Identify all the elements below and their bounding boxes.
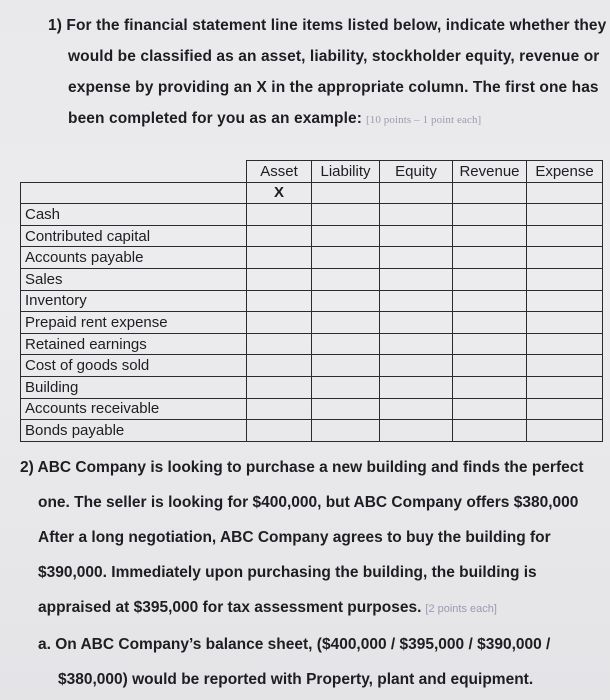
classification-cell[interactable] [312, 312, 380, 334]
classification-cell[interactable] [527, 376, 603, 398]
table-row [21, 204, 603, 226]
line-item-label: Sales [21, 268, 247, 290]
table-row [21, 312, 603, 334]
classification-cell[interactable] [312, 247, 380, 269]
classification-cell[interactable] [527, 182, 603, 204]
header-equity: Equity [380, 161, 453, 183]
points-note: [2 points each] [425, 603, 497, 615]
table-row [21, 376, 603, 398]
table-row [21, 398, 603, 420]
classification-cell[interactable] [247, 333, 312, 355]
classification-cell[interactable] [380, 290, 453, 312]
table-row [21, 355, 603, 377]
classification-cell[interactable] [312, 290, 380, 312]
table-header-row [21, 161, 603, 183]
question-2a-suffix: ) would be reported with Property, plant and equipment. [122, 671, 534, 688]
question-2 [20, 450, 610, 697]
line-item-label: Retained earnings [21, 333, 247, 355]
classification-cell[interactable] [247, 376, 312, 398]
classification-cell[interactable] [380, 398, 453, 420]
classification-cell[interactable] [380, 420, 453, 442]
classification-cell[interactable] [312, 225, 380, 247]
classification-cell[interactable] [380, 268, 453, 290]
question-2a-line [20, 627, 610, 662]
line-item-label [21, 182, 247, 204]
classification-table [20, 160, 603, 442]
classification-cell[interactable] [312, 376, 380, 398]
line-item-label: Contributed capital [21, 225, 247, 247]
classification-cell[interactable] [247, 290, 312, 312]
question-2-line: one. The seller is looking for $400,000, but ABC Company offers $380,000 [38, 494, 579, 511]
classification-cell[interactable] [453, 204, 527, 226]
question-1-line: expense by providing an X in the appropriate column. The first one has [68, 79, 599, 96]
table-row [21, 225, 603, 247]
classification-cell[interactable] [247, 268, 312, 290]
classification-cell[interactable] [312, 333, 380, 355]
classification-cell[interactable] [453, 182, 527, 204]
classification-cell[interactable] [312, 204, 380, 226]
classification-cell[interactable] [380, 182, 453, 204]
table-row [21, 333, 603, 355]
classification-cell[interactable] [453, 333, 527, 355]
classification-cell[interactable] [312, 420, 380, 442]
classification-cell[interactable] [453, 312, 527, 334]
header-liability: Liability [312, 161, 380, 183]
classification-cell[interactable] [380, 247, 453, 269]
classification-cell[interactable] [453, 398, 527, 420]
classification-cell[interactable] [247, 398, 312, 420]
classification-cell[interactable] [247, 225, 312, 247]
classification-cell[interactable] [312, 268, 380, 290]
classification-cell[interactable] [527, 312, 603, 334]
question-2-line-text: appraised at $395,000 for tax assessment purposes. [38, 599, 422, 616]
classification-cell[interactable] [527, 420, 603, 442]
classification-cell[interactable] [527, 355, 603, 377]
question-2a-options-cont: $380,000 [58, 671, 123, 688]
classification-cell[interactable] [380, 312, 453, 334]
classification-cell[interactable] [527, 333, 603, 355]
question-1-line: 1) For the financial statement line items listed below, indicate whether they [48, 17, 607, 34]
line-item-label: Building [21, 376, 247, 398]
question-2-line: 2) ABC Company is looking to purchase a new building and finds the perfect [20, 459, 584, 476]
classification-cell[interactable] [527, 290, 603, 312]
table-row [21, 290, 603, 312]
table-row [21, 268, 603, 290]
classification-cell[interactable] [527, 204, 603, 226]
classification-cell[interactable] [453, 225, 527, 247]
header-expense: Expense [527, 161, 603, 183]
line-item-label: Bonds payable [21, 420, 247, 442]
classification-cell[interactable] [247, 204, 312, 226]
header-blank [21, 161, 247, 183]
classification-cell[interactable] [380, 333, 453, 355]
classification-cell[interactable] [247, 355, 312, 377]
classification-cell[interactable] [453, 376, 527, 398]
table-row [21, 420, 603, 442]
question-2-line: $390,000. Immediately upon purchasing the building, the building is [38, 564, 537, 581]
question-1-line: would be classified as an asset, liability, stockholder equity, revenue or [68, 48, 600, 65]
classification-cell[interactable] [247, 420, 312, 442]
question-2a-line [20, 662, 610, 697]
question-2-line: After a long negotiation, ABC Company agrees to buy the building for [38, 529, 551, 546]
question-2a-prefix: a. On ABC Company’s balance sheet, ( [38, 636, 322, 653]
classification-cell[interactable] [312, 182, 380, 204]
line-item-label: Inventory [21, 290, 247, 312]
classification-cell[interactable] [247, 312, 312, 334]
classification-cell[interactable] [527, 398, 603, 420]
classification-cell[interactable] [527, 225, 603, 247]
header-asset: Asset [247, 161, 312, 183]
classification-cell[interactable] [527, 268, 603, 290]
header-revenue: Revenue [453, 161, 527, 183]
classification-cell[interactable] [453, 247, 527, 269]
classification-cell[interactable] [527, 247, 603, 269]
classification-cell[interactable] [247, 247, 312, 269]
classification-cell[interactable] [380, 376, 453, 398]
line-item-label: Accounts payable [21, 247, 247, 269]
classification-cell[interactable] [453, 268, 527, 290]
line-item-label: Prepaid rent expense [21, 312, 247, 334]
question-1-line [48, 103, 598, 136]
classification-cell[interactable] [312, 398, 380, 420]
classification-cell[interactable] [453, 290, 527, 312]
classification-cell[interactable] [312, 355, 380, 377]
classification-cell[interactable] [380, 225, 453, 247]
classification-cell[interactable]: X [247, 182, 312, 204]
line-item-label: Cash [21, 204, 247, 226]
table-row [21, 182, 603, 204]
classification-cell[interactable] [380, 355, 453, 377]
question-1 [48, 10, 607, 136]
classification-cell[interactable] [380, 204, 453, 226]
classification-cell[interactable] [453, 420, 527, 442]
question-2-line [20, 590, 610, 627]
table-row [21, 247, 603, 269]
classification-cell[interactable] [453, 355, 527, 377]
points-note: [10 points – 1 point each] [365, 114, 482, 126]
line-item-label: Accounts receivable [21, 398, 247, 420]
question-2a-options: $400,000 / $395,000 / $390,000 / [321, 636, 551, 653]
line-item-label: Cost of goods sold [21, 355, 247, 377]
question-1-line-text: been completed for you as an example: [68, 110, 362, 127]
